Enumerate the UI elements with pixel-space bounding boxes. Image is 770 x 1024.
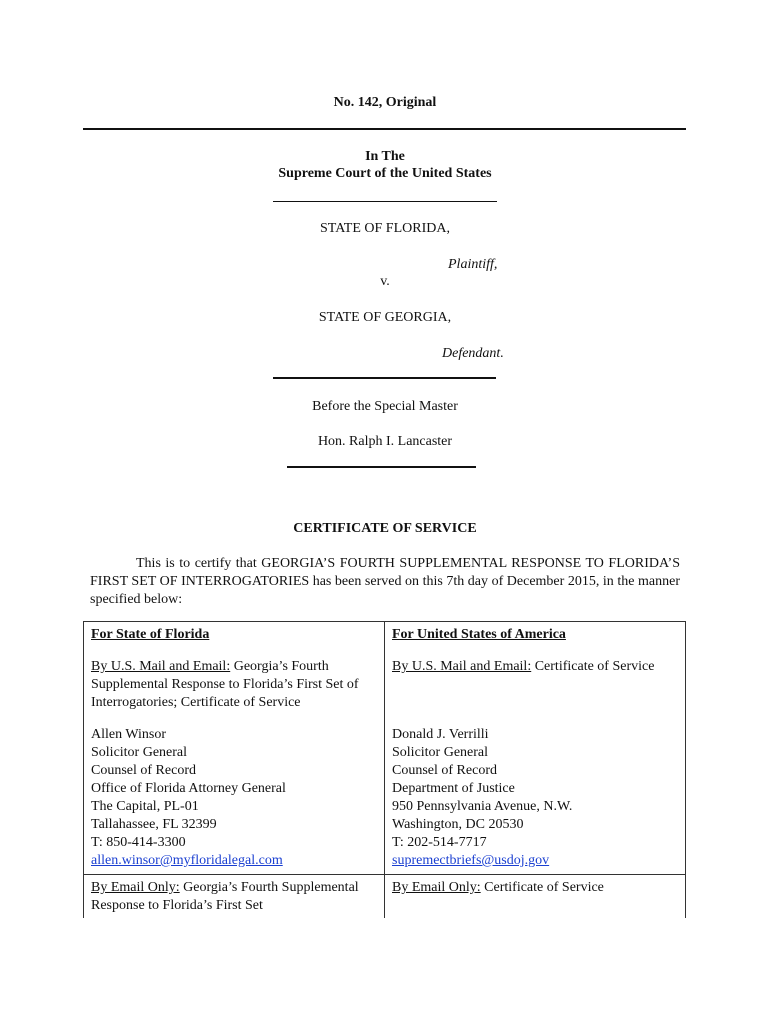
florida-contact-office: Office of Florida Attorney General: [91, 781, 286, 796]
usa-email-link[interactable]: supremectbriefs@usdoj.gov: [392, 853, 550, 868]
florida-contact-phone: T: 850-414-3300: [91, 835, 186, 850]
florida-contact-address1: The Capital, PL-01: [91, 799, 199, 814]
florida-contact-name: Allen Winsor: [91, 727, 167, 742]
usa-email-only-text: Certificate of Service: [480, 880, 604, 895]
table-cell: [385, 622, 686, 875]
usa-method-text: Certificate of Service: [531, 659, 655, 674]
table-cell: [385, 875, 686, 920]
certificate-title: CERTIFICATE OF SERVICE: [293, 521, 477, 536]
service-table: [83, 621, 686, 920]
usa-contact-title: Solicitor General: [392, 745, 489, 760]
usa-contact-name: Donald J. Verrilli: [392, 727, 489, 742]
defendant-role: Defendant.: [442, 346, 504, 361]
florida-email-only-label: By Email Only:: [91, 880, 180, 895]
parties-divider: [273, 377, 496, 379]
court-name: Supreme Court of the United States: [278, 166, 492, 181]
florida-email-only-text: Georgia’s Fourth Supplemental Response to Florida’s First Set: [91, 880, 359, 913]
usa-header: For United States of America: [392, 627, 566, 642]
page-bottom-margin: [80, 918, 700, 1024]
florida-email-link[interactable]: allen.winsor@myfloridalegal.com: [91, 853, 283, 868]
usa-contact-phone: T: 202-514-7717: [392, 835, 487, 850]
header-divider: [83, 128, 686, 130]
usa-contact-office: Department of Justice: [392, 781, 515, 796]
florida-contact-role: Counsel of Record: [91, 763, 196, 778]
court-line-1: In The: [365, 149, 405, 164]
special-master-name: Hon. Ralph I. Lancaster: [317, 434, 453, 449]
usa-method-label: By U.S. Mail and Email:: [392, 659, 532, 674]
certificate-text: This is to certify that GEORGIA’S FOURTH SUPPLEMENTAL RESPONSE TO FLORIDA’S FIRST SET OF INTERROGATORIES has been served on this 7th day of December 2015, in the manner specified below:: [90, 556, 680, 607]
master-divider: [287, 466, 476, 468]
florida-method-label: By U.S. Mail and Email:: [91, 659, 231, 674]
florida-contact-address2: Tallahassee, FL 32399: [91, 817, 217, 832]
before-line: Before the Special Master: [312, 399, 458, 414]
florida-method-text: Georgia’s Fourth Supplemental Response to Florida’s First Set of Interrogatories; Certificate of Service: [91, 659, 359, 710]
case-number: No. 142, Original: [333, 95, 437, 110]
usa-contact-role: Counsel of Record: [392, 763, 497, 778]
versus: v.: [380, 274, 390, 289]
usa-contact-address2: Washington, DC 20530: [392, 817, 524, 832]
table-row: [84, 875, 686, 920]
plaintiff-role: Plaintiff,: [448, 257, 498, 272]
florida-header: For State of Florida: [91, 627, 210, 642]
table-header-row: [84, 622, 686, 875]
usa-contact-address1: 950 Pennsylvania Avenue, N.W.: [392, 799, 573, 814]
florida-contact-title: Solicitor General: [91, 745, 188, 760]
defendant-name: STATE OF GEORGIA,: [318, 310, 452, 325]
usa-email-only-label: By Email Only:: [392, 880, 481, 895]
table-cell: [84, 622, 385, 875]
table-cell: [84, 875, 385, 920]
plaintiff-name: STATE OF FLORIDA,: [320, 221, 450, 236]
court-divider: [273, 201, 497, 202]
